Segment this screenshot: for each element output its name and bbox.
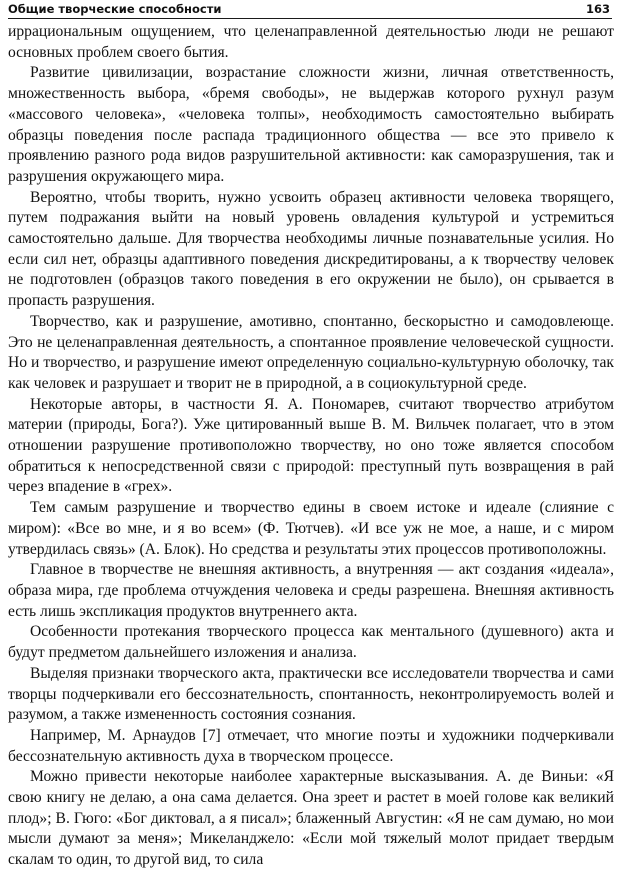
paragraph: Главное в творчестве не внешняя активность, а внутренняя — акт создания «идеала», образа мира, где проблема отчуждения человека и среды разрешена. Внешняя активность есть лишь экспликация продуктов внутреннего акта.: [8, 561, 614, 620]
running-header: [8, 2, 612, 19]
paragraph: Можно привести некоторые наиболее характерные высказывания. А. де Виньи: «Я свою книгу не делаю, а она сама делается. Она зреет и растет в моей голове как великий плод»; В. Гюго: «Бог диктовал, а я писал»; блаженный Августин: «Я не сам думаю, но мои мысли думают за меня»; Микеланджело: «Если мой тяжелый молот придает твердым скалам то один, то другой вид, то сила: [8, 768, 614, 869]
paragraph: Тем самым разрушение и творчество едины в своем истоке и идеале (слияние с миром): «Все во мне, и я во всем» (Ф. Тютчев). «И все уж не мое, а наше, и с миром утвердилась связь» (А. Блок). Но средства и результаты этих процессов противоположны.: [8, 499, 614, 558]
paragraph: Некоторые авторы, в частности Я. А. Пономарев, считают творчество атрибутом материи (природы, Бога?). Уже цитированный выше В. М. Вильчек полагает, что в этом отношении разрушение противоположно творчеству, но оно тоже является способом обратиться к непосредственной связи с природой: преступный путь возвращения в рай через впадение в «грех».: [8, 395, 614, 496]
paragraph: Развитие цивилизации, возрастание сложности жизни, личная ответственность, множественность выбора, «бремя свободы», не выдержав которого рухнул разум «массового человека», «человека толпы», необходимость самостоятельно выбирать образцы поведения после распада традиционного общества — все это привело к проявлению разного рода видов разрушительной активности: как саморазрушения, так и разрушения окружающего мира.: [8, 64, 614, 185]
paragraph: Вероятно, чтобы творить, нужно усвоить образец активности человека творящего, путем подражания выйти на новый уровень овладения культурой и устремиться самостоятельно дальше. Для творчества необходимы личные познавательные усилия. Но если сил нет, образцы адаптивного поведения дискредитированы, а к творчеству человек не подготовлен (образцов такого поведения в его окружении не было), он срывается в пропасть разрушения.: [8, 188, 614, 310]
paragraph: Творчество, как и разрушение, амотивно, спонтанно, бескорыстно и самодовлеюще. Это не целенаправленная деятельность, а спонтанное проявление человеческой сущности. Но и творчество, и разрушение имеют определенную социально-культурную оболочку, так как человек и разрушает и творит не в природной, а в социокультурной среде.: [8, 312, 614, 392]
paragraph: Например, М. Арнаудов [7] отмечает, что многие поэты и художники подчеркивали бессознательную активность духа в творческом процессе.: [8, 726, 614, 765]
running-title: Общие творческие способности: [8, 2, 222, 16]
paragraph: Особенности протекания творческого процесса как ментального (душевного) акта и будут предметом дальнейшего изложения и анализа.: [8, 623, 614, 662]
paragraph: иррациональным ощущением, что целенаправленной деятельностью люди не решают основных проблем своего бытия.: [8, 23, 614, 61]
page-number: 163: [585, 2, 610, 16]
body-text: [8, 22, 614, 871]
paragraph: Выделяя признаки творческого акта, практически все исследователи творчества и сами творцы подчеркивали его бессознательность, спонтанность, неконтролируемость волей и разумом, а также измененность состояния сознания.: [8, 664, 614, 724]
